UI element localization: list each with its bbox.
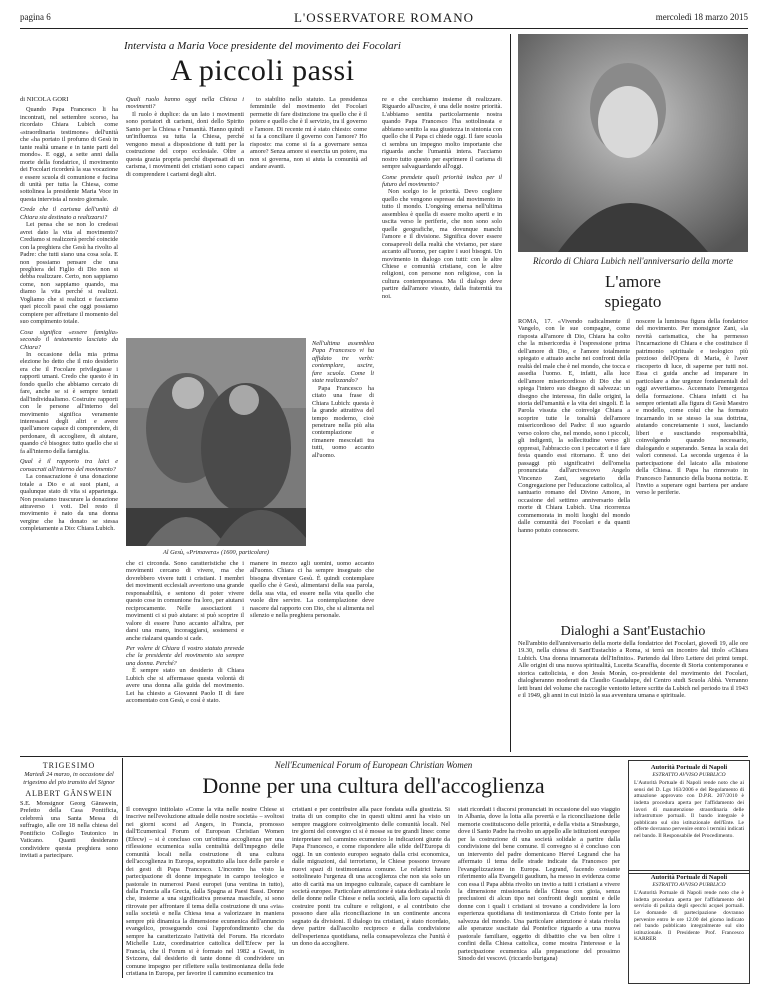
sidebar-title — [518, 272, 748, 312]
sidebar-kicker: Ricordo di Chiara Lubich nell'anniversario della morte — [532, 256, 734, 266]
bottom-title: Donne per una cultura dell'accoglienza — [202, 773, 545, 798]
question: Per volere di Chiara il vostro statuto prevede che la presidente del movimento sia sempre una donna. Perché? — [126, 644, 244, 667]
article-title: A piccoli passi — [170, 54, 355, 87]
trigesimo-note: S.E. Monsignor Georg Gänswein, Prefetto della Casa Pontificia, celebrerà una Santa Messa di suffragio, alle ore 18 nella chiesa del Pontificio Collegio Teutonico in Vaticano. Quanti desiderano condividere questa preghiera sono invitati a partecipare. — [20, 799, 118, 859]
paragraph: che ci circonda. Sono caratteristiche che i movimenti cercano di vivere, ma che dovrebbero vivere tutti i cristiani. I membri dei movimenti ecclesiali avvertono una grande responsabilità, e sentono di poter vivere questo cose in comunione fra loro, per aiutarsi reciprocamente. Nelle associazioni i movimenti ci si può aiutare: si può scoprire il valore di essere l'uno accanto all'altra, per darsi una mano, incoraggiarsi, sostenersi e anche rialzarsi quando si cade. — [126, 560, 244, 642]
title-line: spiegato — [604, 292, 662, 311]
issue-date: mercoledì 18 marzo 2015 — [655, 12, 748, 22]
paragraph: In occasione della mia prima elezione ho detto che il mio desiderio era che il Focolare privilegiasse i rapporti umani. Credo che questo è in fondo quello che abbiamo cercato di fare, anche se si è sempre tentati dall'individualismo. Costruire rapporti con le persone all'interno del movimento significa veramente interessarsi degli altri e avere quell'amore capace di comprendere, di perdonare, di accogliere, di aiutare, quando c'è bisogno: tutto quello che si fa all'interno della famiglia. — [20, 350, 118, 455]
paragraph: stati ricordati i discorsi pronunciati in occasione del suo viaggio in Albania, dove la lotta alla povertà e la riconciliazione delle memorie costituiscono delle priorità, e della visita a Strasburgo, dove il Santo Padre ha rivolto un appello alle istituzioni europee per la costruzione di una società solidale a partire dalla condivisione del bene comune. Il convegno si è concluso con un intervento del padre domenicano Hervé Legrand che ha affermato il tema delle strade indicate da Francesco per l'evangelizzazione in Europa. Legrand, facendo costante riferimento alla Evangelii gaudium, ha messo in evidenza come con essa il Papa abbia rivolto un invito a tutti i cristiani a vivere la dimensione missionaria della Chiesa con gioia, senza preclusioni di alcun tipo nei confronti degli uomini e delle donne con i quali i cristiani si trovano a condividere la loro esperienza quotidiana di testimonianza di Cristo fonte per la salvezza del mondo. Una particolare attenzione è stata rivolta alle speranze suscitate dal Pontefice riguardo a una nuova pastorale familiare, oggetto di dibattito che va ben oltre i confini della Chiesa cattolica, come mostra l'interesse e la partecipazione ecumenica alla preparazione del prossimo Sinodo dei vescovi. (riccardo burigana) — [458, 806, 620, 963]
dialoghi-text — [518, 640, 748, 750]
paragraph: Quando Papa Francesco li ha incontrati, nel settembre scorso, ha ricordato Chiara Lubich come «straordinaria testimone» dell'unità che «ha portato il profumo di Gesù in tante realtà umane e in tante parti del mondo». E oggi, a sette anni dalla morte della fondatrice, il movimento dei Focolari ricorderà la sua vocazione e essere scuola di comunione e fucina di unità per tutta la Chiesa, come sottolinea la presidente Maria Voce in questa intervista al nostro giornale. — [20, 106, 118, 203]
notice-title: Autorità Portuale di Napoli — [650, 874, 728, 881]
question: Crede che il carisma dell'unità di Chiara sia destinato a realizzarsi? — [20, 206, 118, 221]
portrait-icon — [518, 34, 748, 252]
column-divider — [510, 34, 511, 752]
paragraph: to stabilito nello statuto. La presidenza femminile del movimento dei Focolari permette di fare distinzione tra quello che è il potere e quello che è il servizio, tra il governo e l'amore. Di recente mi è stato chiesto: come si fa a conciliare il governo con l'amore? Ho risposto: ma come si fa a governare senza amore? Senza amore si esercita un potere, ma non si governa, non si aiuta la comunità ad andare avanti. — [250, 96, 367, 171]
question: Qual è il rapporto tra laici e consacrati all'interno del movimento? — [20, 458, 118, 473]
bottom-column-2 — [292, 806, 450, 984]
photo-caption: Al Gesù, «Primavera» (1600, particolare) — [162, 549, 270, 556]
bottom-column-3 — [458, 806, 620, 984]
trigesimo-title: TRIGESIMO — [42, 761, 96, 770]
trigesimo-text: Martedì 24 marzo, in occasione del trigesimo del pio transito del Signor — [23, 771, 115, 786]
page-number: pagina 6 — [20, 12, 51, 22]
paragraph: Il convegno intitolato «Come la vita nelle nostre Chiese si inscrive nell'evoluzione attuale delle nostre società» – svoltosi nei giorni scorsi ad Angers, in Francia, promosso dall'Ecumenical Forum of European Christian Women (Efecw) – si è concluso con un'ottima accoglienza per una riflessione ecumenica sulla centralità dell'impegno delle comunità locali nella costruzione di una cultura dell'accoglienza in Europa, soprattutto alla luce delle parole e dei gesti di Papa Francesco. L'incontro ha visto la partecipazione di donne impegnate in campo teologico e pastorale in numerosi Paesi europei (una ventina in tutto), dalla Francia alla Grecia, dalla Spagna ai Paesi Bassi. Donne che, insieme a una significativa presenza maschile, si sono ritrovate per affrontare il tema della costruzione di una «via» sulla società e nella Chiesa tesa a valorizzare in maniera sempre più dinamica la dimensione ecumenica dell'annuncio evangelico, proseguendo così l'approfondimento che da sempre ha caratterizzato l'attività del Forum. Ha ricordato Michelle Lutz, coordinatrice cattolica dell'Efecw per la Francia, che il Forum si è formato nel 1982 a Gwatt, in Svizzera, dal desiderio di tante donne di condividere un comune impegno per riflettere sulla testimonianza della fede cristiana in Europa, per favorire il cammino ecumenico tra — [126, 806, 284, 977]
paragraph: Papa Francesco ha citato una frase di Chiara Lubich: questa è la grande attrattiva del tempo moderno, cioè penetrare nella più alta contemplazione e rimanere mescolati tra tutti, uomo accanto all'uomo. — [312, 384, 374, 459]
notice-subtitle: ESTRATTO AVVISO PUBBLICO — [652, 771, 726, 778]
portrait-photo — [518, 34, 748, 252]
article-column-2-top — [126, 96, 244, 333]
dialoghi-title: Dialoghi a Sant'Eustachio — [560, 624, 706, 639]
paragraph: re e che cerchiamo insieme di realizzare. Riguardo all'uscire, è una delle nostre priorità. L'abbiamo sentita particolarmente nostra quando Papa Francesco l'ha sottolineata e abbiamo sentito la sua giustezza in sintonia con quello che il Papa ci chiede oggi. Il fare scuola ci sembra un impegno molto importante che riguarda anche l'umanità intera. Facciamo nostro tutto questo per esprimere il carisma di sempre salvaguardando all'oggi. — [382, 96, 502, 171]
paragraph: È sempre stato un desiderio di Chiara Lubich che si affermasse questa volontà di avere una donna alla guida del movimento. Lei ha chiesto a Giovanni Paolo II di fare accomentato con Gesù, e così è stato. — [126, 667, 244, 705]
bottom-column-1 — [126, 806, 284, 984]
paragraph: manere in mezzo agli uomini, uomo accanto all'uomo. Chiara ci ha sempre insegnato che bisogna diventare Gesù. È quindi contemplare quello che è Gesù, alimentarsi della sua parola, della sua vita, ed essere nella vita quello che vuole dire servire. La contemplazione deve nascere dal rapporto con Dio, che si alimenta nel silenzio e nella preghiera personale. — [250, 560, 374, 620]
article-kicker: Intervista a Maria Voce presidente del movimento dei Focolari — [124, 40, 401, 52]
paragraph: ROMA, 17. «Vivendo radicalmente il Vangelo, con le sue compagne, come risposta all'amore di Dio, Chiara ha colto che la misericordia è l'espressione prima dell'amore di Dio, e l'amore totalmente spiegato e attuato anche nei confronti della realtà del male che è nel mondo, che tocca e assedia l'uomo. E, infatti, alla luce dell'amore misericordioso di Dio che si spiega l'intero suo disegno di salvezza: un disegno che interessa, fin dalle origini, la storia dell'umanità e la vita dei singoli. È la Parola vissuta che coinvolge Chiara a scoprire tutte le tonalità dell'amore misericordioso del Padre: il suo sguardo verso coloro che, nel mondo, sono i piccoli, gli indigenti, la sollecitudine verso gli oppressi, l'abbraccio con i peccatori e il fare festa quando essi ritornano. È uno dei passaggi più significativi dell'omelia pronunciata dall'arcivescovo Angelo Vincenzo Zani, segretario della Congregazione per l'educazione cattolica, al santuario romano del Divino Amore, in occasione del settimo anniversario della morte di Chiara Lubich. Una ricorrenza commemorata in molti luoghi del mondo dalle comunità dei Focolari e da quanti hanno potuto conoscere. — [518, 318, 630, 534]
paragraph: cristiani e per contribuire alla pace fondata sulla giustizia. Si tratta di un compito che in questi ultimi anni ha visto un sempre maggiore coinvolgimento delle comunità locali. Nel tre giorni del convegno ci si è mosse su tre grandi linee: come interpretare nel cammino ecumenico le indicazioni giunte da Papa Francesco, e come rispondere alle sfide dell'Europa di oggi. In un contesto europeo segnato dalla crisi economica, dalle migrazioni, dal terrorismo, le Chiese possono trovare nuovi spazi di testimonianza comune. Le relatrici hanno sottolineato l'urgenza di una accoglienza che non sia solo un atto di carità ma un impegno culturale, capace di cambiare le società europee. Particolare attenzione è stata dedicata al ruolo delle donne nelle Chiese e nella società, alla loro capacità di costruire ponti tra culture e religioni, e al contributo che possono dare alla riconciliazione in un continente ancora segnato da divisioni. Il dialogo tra cristiani, è stato ricordato, deve partire dall'ascolto reciproco e dalla condivisione dell'esperienza quotidiana, nella consapevolezza che l'unità è un dono da accogliere. — [292, 806, 450, 948]
paragraph: noscere la luminosa figura della fondatrice del movimento. Per monsignor Zani, «la novità carismatica, che ha permesso l'incarnazione di Chiara e che costituisce il patrimonio spirituale e teologico più prezioso dell'Opera di Maria, è l'aver riscoperto di luce, di saperne per tutti noi. Essa ci guida anche ad imparare in particolare a due urgenze fondamentali del oggi avvertiamo». Accennato l'emergenza della formazione. Chiara infatti ci ha sempre orientati alla figura di Gesù Maestro e modello, come colui che ha formato incarnando in se stesso la sua dottrina, aiutando concretamente i suoi, lasciando liberi e suscitando responsabilità, coinvolgendo quando necessario, dialogando e superando. Senza la scala dei valori connessi. La seconda urgenza è la partecipazione del laicato alla missione della Chiesa. Il Papa ha rinnovato in Francesco l'annuncio della buona notizia. E l'invito a superare ogni barriera per andare verso le periferie. — [636, 318, 748, 497]
article-column-3-top — [250, 96, 367, 333]
notice-text: L'Autorità Portuale di Napoli rende noto che è indetta procedura aperta per l'affidamento del servizio di pulizia degli specchi acquei portuali. Le domande di partecipazione dovranno pervenire entro le ore 12.00 del giorno indicato nel bando pubblicato integralmente sul sito istituzionale. Il Presidente Prof. Francesco KARRER — [634, 890, 744, 943]
article-column-3-bottom — [250, 560, 374, 752]
paragraph: Nell'ambito dell'anniversario della morte della fondatrice dei Focolari, giovedì 19, alle ore 19.30, nella chiesa di Sant'Eustachio a Roma, si terrà un incontro dal titolo «Chiara Lubich. Una donna innamorata dell'Infinito». Partendo dal libro Lettere dei primi tempi. Alle origini di una nuova spiritualità, Lucetta Scaraffia, docente di Storia contemporanea e storica cattolicista, e don Jesús Morán, co-presidente del movimento dei Focolari, dialogheranno moderati da Claudio Guadalupe, del Centro studi Scuola Abbà. Verranno letti brani del volume che raccoglie ventotto lettere scritte da Lubich nel periodo tra il 1943 e il 1949, gli anni in cui iniziò la sua avventura umana e spirituale. — [518, 640, 748, 700]
notice-subtitle: ESTRATTO AVVISO PUBBLICO — [652, 881, 726, 888]
painting-icon — [126, 338, 306, 546]
article-column-3-side — [312, 340, 374, 548]
section-rule — [20, 756, 748, 757]
bottom-kicker: Nell'Ecumenical Forum of European Christian Women — [274, 760, 473, 770]
legal-notice — [628, 870, 750, 984]
masthead: L'OSSERVATORE ROMANO — [293, 10, 475, 25]
trigesimo-name: ALBERT GÄNSWEIN — [25, 789, 113, 799]
legal-notice — [628, 760, 750, 874]
page-header — [20, 10, 748, 26]
article-photo — [126, 338, 306, 546]
article-column-4 — [382, 96, 502, 752]
sidebar-column-2 — [636, 318, 748, 540]
paragraph: Il ruolo è duplice: da un lato i movimenti sono portatori di carismi, doni dello Spirito Santo per la Chiesa e l'umanità. Hanno quindi un'influenza su tutta la Chiesa, perché vengono messi a disposizione di tutti per la costruzione del corpo ecclesiale. Oltre a questa grazia propria perché dispensati di un carisma, i movimenti dei cristiani sono capaci di comprendere i carismi degli altri. — [126, 110, 244, 178]
trigesimo-notice — [20, 758, 118, 978]
title-line: L'amore — [605, 272, 661, 291]
column-divider — [122, 758, 123, 978]
notice-title: Autorità Portuale di Napoli — [650, 764, 728, 771]
byline: di NICOLA GORI — [20, 96, 69, 103]
paragraph: Lei pensa che se non lo credessi avrei dato la vita al movimento? Crediamo si realizzerà perché coincide con la preghiera che Gesù ha rivolto al Padre: che tutti siano una cosa sola. E non possiamo pensare che una preghiera del Figlio di Dio non si debba realizzare. Certo, non sappiamo come, non sappiamo quando, ma diamo la vita perché si realizzi. Vogliamo che si realizzi e facciamo quei piccoli passi che oggi possiamo compiere per affrettare il momento del suo compimento totale. — [20, 221, 118, 326]
question: Quali ruolo hanno oggi nella Chiesa i movimenti? — [126, 96, 244, 111]
question: Cosa significa «essere famiglia» secondo il testamento lasciato da Chiara? — [20, 328, 118, 351]
question: Come prendete quali priorità indica per il futuro del movimento? — [382, 173, 502, 188]
article-column-1 — [20, 96, 118, 752]
paragraph: Non scelgo io le priorità. Devo cogliere quello che vengono espresse dal movimento in tutto il mondo. L'ongoing emersa nell'ultima assemblea è quella di essere molto aperti e in uscita verso le periferie, che non sono solo quelle geografiche, ma dovunque manchi l'amore e il divisione. Significa dover essere consapevoli della realtà che viviamo, per stare accanto all'uomo, per capire i suoi bisogni. Un movimento in dialogo con tutti: con le altre Chiese e comunità cristiane, con le altre religioni, con persone non religiose, con la cultura contemporanea. Ma il dialogo deve partire dall'amore vissuto, dalla fraternità tra noi. — [382, 188, 502, 300]
sidebar-column-1 — [518, 318, 630, 540]
question: Nell'ultima assemblea Papa Francesco vi ha affidato tre verbi: contemplare, uscire, fare scuola. Come li state realizzando? — [312, 340, 374, 385]
paragraph: La consacrazione è una donazione totale a Dio e ai suoi piani, a qualunque stato di vita si appartenga. Non possiamo trascurare la donazione attraverso i voti. Del resto il movimento è nato da una donna vergine che ha donato se stessa completamente a Dio: Chiara Lubich. — [20, 473, 118, 533]
header-rule — [20, 28, 748, 29]
notice-text: L'Autorità Portuale di Napoli rende noto che ai sensi del D. Lgs 163/2006 e del Regolamento di attuazione approvato con D.P.R. 207/2010 è indetta procedura aperta per l'affidamento dei lavori di manutenzione straordinaria delle infrastrutture portuali. Il bando integrale è pubblicato sul sito istituzionale dell'Ente. Le offerte dovranno pervenire entro i termini indicati nel bando. Il Responsabile del Procedimento. — [634, 780, 744, 839]
article-column-2-bottom — [126, 560, 244, 752]
